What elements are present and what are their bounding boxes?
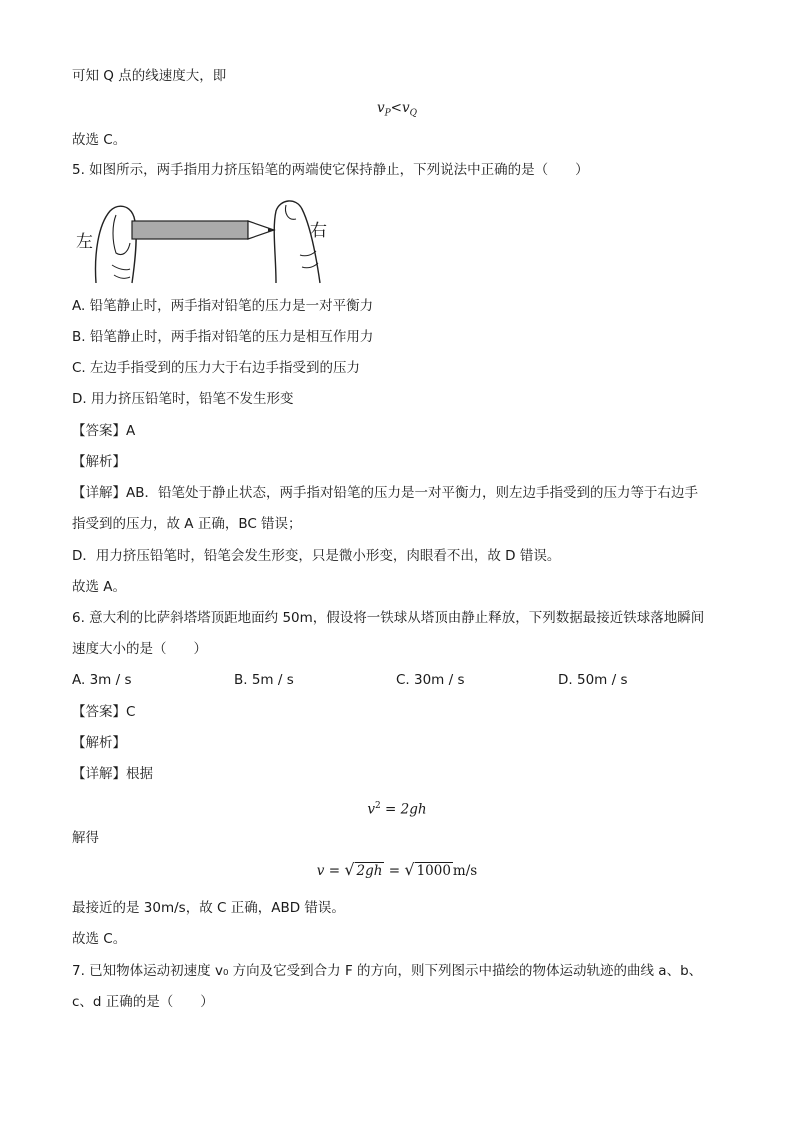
formula-lhs: v — [376, 100, 385, 116]
q5-analysis: 【解析】 — [72, 454, 126, 470]
q5-detail-line1: 【详解】AB．铅笔处于静止状态，两手指对铅笔的压力是一对平衡力，则左边手指受到的压力等于右边手 — [72, 485, 698, 501]
sqrt-symbol-1: √ — [344, 860, 355, 879]
q6-stem-line2: 速度大小的是（ ） — [72, 641, 207, 657]
q7-stem-line2: c、d 正确的是（ ） — [72, 994, 214, 1010]
q6-analysis: 【解析】 — [72, 735, 126, 751]
q6-choice: 故选 C。 — [72, 931, 127, 947]
formula2-unit: m/s — [452, 863, 478, 879]
q6-detail: 【详解】根据 — [72, 766, 153, 782]
figure-left-label: 左 — [76, 232, 93, 252]
formula1-sup: 2 — [375, 801, 381, 811]
formula-lhs-sub: P — [384, 108, 391, 119]
formula-rhs-sub: Q — [409, 108, 418, 119]
q7-stem-line1: 7. 已知物体运动初速度 v₀ 方向及它受到合力 F 的方向，则下列图示中描绘的物体运动轨迹的曲线 a、b、 — [72, 963, 703, 979]
q5-stem: 5. 如图所示，两手指用力挤压铅笔的两端使它保持静止，下列说法中正确的是（ ） — [72, 162, 589, 178]
pencil-figure — [72, 195, 342, 285]
velocity-comparison-formula — [0, 99, 794, 123]
sqrt-symbol-2: √ — [404, 860, 415, 879]
q5-detail-line3: D．用力挤压铅笔时，铅笔会发生形变，只是微小形变，肉眼看不出，故 D 错误。 — [72, 548, 561, 564]
q5-choice: 故选 A。 — [72, 579, 127, 595]
figure-right-label: 右 — [310, 221, 327, 241]
formula-op: < — [390, 100, 402, 116]
q5-option-b: B. 铅笔静止时，两手指对铅笔的压力是相互作用力 — [72, 329, 374, 345]
intro-choice: 故选 C。 — [72, 132, 127, 148]
kinematics-formula — [0, 797, 794, 819]
q5-option-c: C. 左边手指受到的压力大于右边手指受到的压力 — [72, 360, 361, 376]
q6-option-c: C. 30m / s — [396, 672, 465, 688]
q6-conclusion: 最接近的是 30m/s，故 C 正确，ABD 错误。 — [72, 900, 345, 916]
q5-option-a: A. 铅笔静止时，两手指对铅笔的压力是一对平衡力 — [72, 298, 374, 314]
q6-solve-label: 解得 — [72, 830, 99, 846]
formula2-eq: = — [384, 863, 405, 879]
formula2-root2: 1000 — [416, 863, 451, 879]
q5-detail-line2: 指受到的压力，故 A 正确，BC 错误； — [72, 516, 302, 532]
formula2-v: v = — [316, 863, 345, 879]
velocity-formula — [0, 861, 794, 880]
q6-answer: 【答案】C — [72, 704, 136, 720]
q5-option-d: D. 用力挤压铅笔时，铅笔不发生形变 — [72, 391, 294, 407]
q6-option-d: D. 50m / s — [558, 672, 628, 688]
formula2-root1: 2gh — [356, 863, 383, 879]
intro-line: 可知 Q 点的线速度大，即 — [72, 68, 227, 84]
q6-stem-line1: 6. 意大利的比萨斜塔塔顶距地面约 50m，假设将一铁球从塔顶由静止释放，下列数据最接近铁球落地瞬间 — [72, 610, 705, 626]
formula1-rhs: = 2gh — [380, 801, 427, 818]
formula1-lhs: v — [367, 801, 376, 818]
q6-option-b: B. 5m / s — [234, 672, 294, 688]
q5-answer: 【答案】A — [72, 423, 136, 439]
q6-option-a: A. 3m / s — [72, 672, 132, 688]
formula-rhs: v — [401, 100, 410, 116]
